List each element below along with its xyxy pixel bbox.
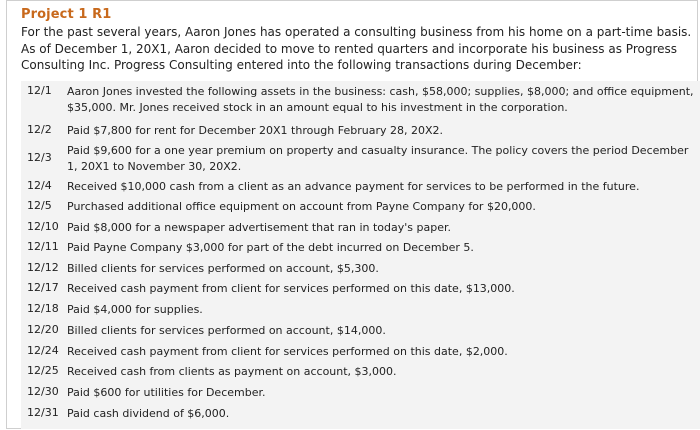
- transaction-text: Paid $7,800 for rent for December 20X1 through February 28, 20X2.: [67, 124, 444, 137]
- transaction-text: Paid $4,000 for supplies.: [67, 303, 203, 316]
- transaction-date: 12/3: [27, 151, 52, 164]
- transaction-date: 12/5: [27, 199, 52, 212]
- transaction-text: Paid $9,600 for a one year premium on property and casualty insurance. The policy covers the period December 1, 20X1 to November 30, 20X2.: [67, 144, 689, 173]
- transaction-text: Paid $8,000 for a newspaper advertisement that ran in today's paper.: [67, 221, 451, 234]
- transaction-date: 12/2: [27, 123, 52, 136]
- transaction-text: Purchased additional office equipment on account from Payne Company for $20,000.: [67, 200, 536, 213]
- transaction-text: Paid cash dividend of $6,000.: [67, 407, 230, 420]
- transaction-text: Billed clients for services performed on account, $5,300.: [67, 262, 379, 275]
- transaction-date: 12/25: [27, 364, 59, 377]
- transaction-text: Billed clients for services performed on account, $14,000.: [67, 324, 386, 337]
- transaction-date: 12/17: [27, 281, 59, 294]
- transaction-date: 12/18: [27, 302, 59, 315]
- transaction-text: Paid Payne Company $3,000 for part of the debt incurred on December 5.: [67, 241, 474, 254]
- transaction-date: 12/1: [27, 84, 52, 97]
- transaction-date: 12/10: [27, 220, 59, 233]
- problem-panel: [6, 0, 698, 429]
- transaction-date: 12/11: [27, 240, 59, 253]
- transaction-text: Aaron Jones invested the following assets in the business: cash, $58,000; supplies, $8,000; and office equipment, $35,000. Mr. Jones received stock in an amount equal to his investment in the corporation.: [67, 85, 694, 114]
- transaction-text: Received cash payment from client for services performed on this date, $13,000.: [67, 282, 515, 295]
- problem-intro: For the past several years, Aaron Jones has operated a consulting business from his home on a part-time basis. As of December 1, 20X1, Aaron decided to move to rented quarters and incorporate his business as Progress Consulting Inc. Progress Consulting entered into the following transactions during December:: [21, 25, 692, 72]
- transaction-date: 12/4: [27, 179, 52, 192]
- transactions-list: [21, 81, 700, 429]
- transaction-date: 12/24: [27, 344, 59, 357]
- transaction-text: Received cash from clients as payment on account, $3,000.: [67, 365, 397, 378]
- problem-title: Project 1 R1: [21, 7, 112, 22]
- transaction-text: Received cash payment from client for services performed on this date, $2,000.: [67, 345, 508, 358]
- transaction-text: Paid $600 for utilities for December.: [67, 386, 266, 399]
- transaction-date: 12/30: [27, 385, 59, 398]
- transaction-date: 12/20: [27, 323, 59, 336]
- transaction-text: Received $10,000 cash from a client as an advance payment for services to be performed in the future.: [67, 180, 640, 193]
- transaction-date: 12/12: [27, 261, 59, 274]
- transaction-date: 12/31: [27, 406, 59, 419]
